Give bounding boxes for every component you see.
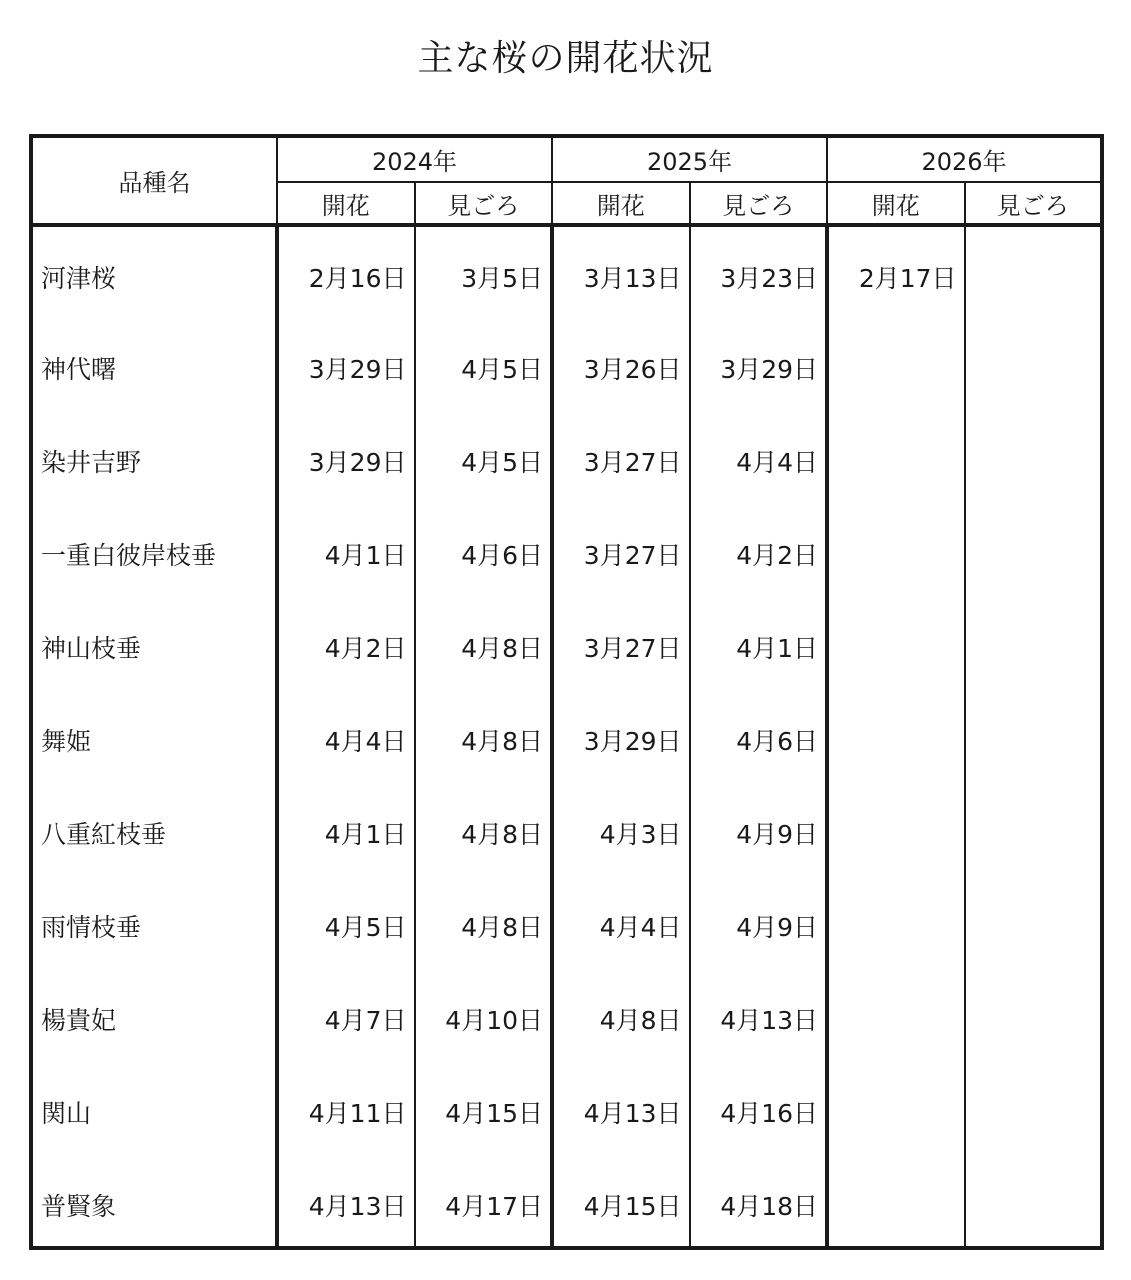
variety-name: 楊貴妃 <box>31 969 277 1062</box>
date-cell-peak-2024: 3月5日 <box>415 225 553 318</box>
date-cell-bloom-2024: 2月16日 <box>277 225 415 318</box>
table-row <box>31 969 1102 1062</box>
date-cell-peak-2024: 4月15日 <box>415 1062 553 1155</box>
date-cell-peak-2026 <box>965 1062 1103 1155</box>
variety-name: 染井吉野 <box>31 411 277 504</box>
date-cell-bloom-2024: 4月11日 <box>277 1062 415 1155</box>
table-row <box>31 1155 1102 1248</box>
date-cell-peak-2026 <box>965 225 1103 318</box>
date-cell-bloom-2025: 3月26日 <box>552 318 690 411</box>
date-cell-bloom-2024: 4月4日 <box>277 690 415 783</box>
table-row <box>31 597 1102 690</box>
date-cell-peak-2025: 4月18日 <box>690 1155 828 1248</box>
table-row <box>31 783 1102 876</box>
date-cell-bloom-2024: 4月7日 <box>277 969 415 1062</box>
table-row <box>31 504 1102 597</box>
date-cell-peak-2025: 4月4日 <box>690 411 828 504</box>
date-cell-bloom-2024: 3月29日 <box>277 411 415 504</box>
variety-name: 舞姫 <box>31 690 277 783</box>
date-cell-peak-2025: 4月2日 <box>690 504 828 597</box>
date-cell-bloom-2026 <box>827 969 965 1062</box>
date-cell-peak-2024: 4月8日 <box>415 876 553 969</box>
date-cell-peak-2026 <box>965 1155 1103 1248</box>
date-cell-peak-2025: 4月6日 <box>690 690 828 783</box>
date-cell-bloom-2026 <box>827 411 965 504</box>
date-cell-peak-2025: 4月9日 <box>690 783 828 876</box>
date-cell-bloom-2025: 3月27日 <box>552 411 690 504</box>
bloom-header-2025: 開花 <box>552 182 690 225</box>
table-row <box>31 1062 1102 1155</box>
date-cell-bloom-2026 <box>827 690 965 783</box>
date-cell-peak-2025: 3月23日 <box>690 225 828 318</box>
variety-name: 普賢象 <box>31 1155 277 1248</box>
table-row <box>31 318 1102 411</box>
date-cell-bloom-2026 <box>827 504 965 597</box>
table-body <box>31 225 1102 1248</box>
date-cell-bloom-2024: 4月5日 <box>277 876 415 969</box>
variety-name: 河津桜 <box>31 225 277 318</box>
date-cell-peak-2025: 4月9日 <box>690 876 828 969</box>
variety-header: 品種名 <box>31 136 277 225</box>
bloom-table <box>29 134 1104 1250</box>
date-cell-bloom-2026 <box>827 876 965 969</box>
table-row <box>31 690 1102 783</box>
table-row <box>31 411 1102 504</box>
page-title: 主な桜の開花状況 <box>417 38 714 79</box>
year-header-2026: 2026年 <box>827 136 1102 182</box>
date-cell-peak-2024: 4月8日 <box>415 690 553 783</box>
date-cell-peak-2024: 4月8日 <box>415 783 553 876</box>
date-cell-bloom-2025: 4月13日 <box>552 1062 690 1155</box>
date-cell-bloom-2026 <box>827 1155 965 1248</box>
variety-name: 一重白彼岸枝垂 <box>31 504 277 597</box>
date-cell-bloom-2025: 4月15日 <box>552 1155 690 1248</box>
date-cell-peak-2025: 4月13日 <box>690 969 828 1062</box>
date-cell-peak-2025: 4月1日 <box>690 597 828 690</box>
date-cell-peak-2026 <box>965 411 1103 504</box>
variety-name: 関山 <box>31 1062 277 1155</box>
date-cell-peak-2024: 4月8日 <box>415 597 553 690</box>
date-cell-peak-2026 <box>965 783 1103 876</box>
date-cell-bloom-2025: 3月27日 <box>552 504 690 597</box>
variety-name: 神代曙 <box>31 318 277 411</box>
peak-header-2025: 見ごろ <box>690 182 828 225</box>
peak-header-2026: 見ごろ <box>965 182 1103 225</box>
date-cell-bloom-2024: 4月1日 <box>277 783 415 876</box>
date-cell-bloom-2024: 3月29日 <box>277 318 415 411</box>
variety-name: 神山枝垂 <box>31 597 277 690</box>
variety-name: 八重紅枝垂 <box>31 783 277 876</box>
date-cell-peak-2026 <box>965 597 1103 690</box>
date-cell-bloom-2025: 4月8日 <box>552 969 690 1062</box>
peak-header-2024: 見ごろ <box>415 182 553 225</box>
date-cell-peak-2024: 4月6日 <box>415 504 553 597</box>
variety-name: 雨情枝垂 <box>31 876 277 969</box>
header-row-years <box>31 136 1102 182</box>
table-row <box>31 225 1102 318</box>
date-cell-peak-2026 <box>965 504 1103 597</box>
date-cell-peak-2026 <box>965 318 1103 411</box>
date-cell-bloom-2025: 4月3日 <box>552 783 690 876</box>
date-cell-peak-2026 <box>965 690 1103 783</box>
date-cell-bloom-2026 <box>827 1062 965 1155</box>
date-cell-bloom-2025: 3月27日 <box>552 597 690 690</box>
date-cell-peak-2024: 4月5日 <box>415 318 553 411</box>
date-cell-peak-2024: 4月10日 <box>415 969 553 1062</box>
date-cell-peak-2026 <box>965 969 1103 1062</box>
date-cell-peak-2026 <box>965 876 1103 969</box>
date-cell-bloom-2025: 3月13日 <box>552 225 690 318</box>
date-cell-bloom-2025: 4月4日 <box>552 876 690 969</box>
date-cell-bloom-2026 <box>827 318 965 411</box>
date-cell-bloom-2026: 2月17日 <box>827 225 965 318</box>
date-cell-bloom-2024: 4月13日 <box>277 1155 415 1248</box>
date-cell-bloom-2024: 4月1日 <box>277 504 415 597</box>
date-cell-bloom-2024: 4月2日 <box>277 597 415 690</box>
date-cell-peak-2025: 3月29日 <box>690 318 828 411</box>
bloom-header-2026: 開花 <box>827 182 965 225</box>
table-row <box>31 876 1102 969</box>
date-cell-bloom-2026 <box>827 597 965 690</box>
date-cell-bloom-2026 <box>827 783 965 876</box>
date-cell-bloom-2025: 3月29日 <box>552 690 690 783</box>
date-cell-peak-2024: 4月5日 <box>415 411 553 504</box>
date-cell-peak-2025: 4月16日 <box>690 1062 828 1155</box>
year-header-2025: 2025年 <box>552 136 827 182</box>
date-cell-peak-2024: 4月17日 <box>415 1155 553 1248</box>
year-header-2024: 2024年 <box>277 136 552 182</box>
bloom-header-2024: 開花 <box>277 182 415 225</box>
